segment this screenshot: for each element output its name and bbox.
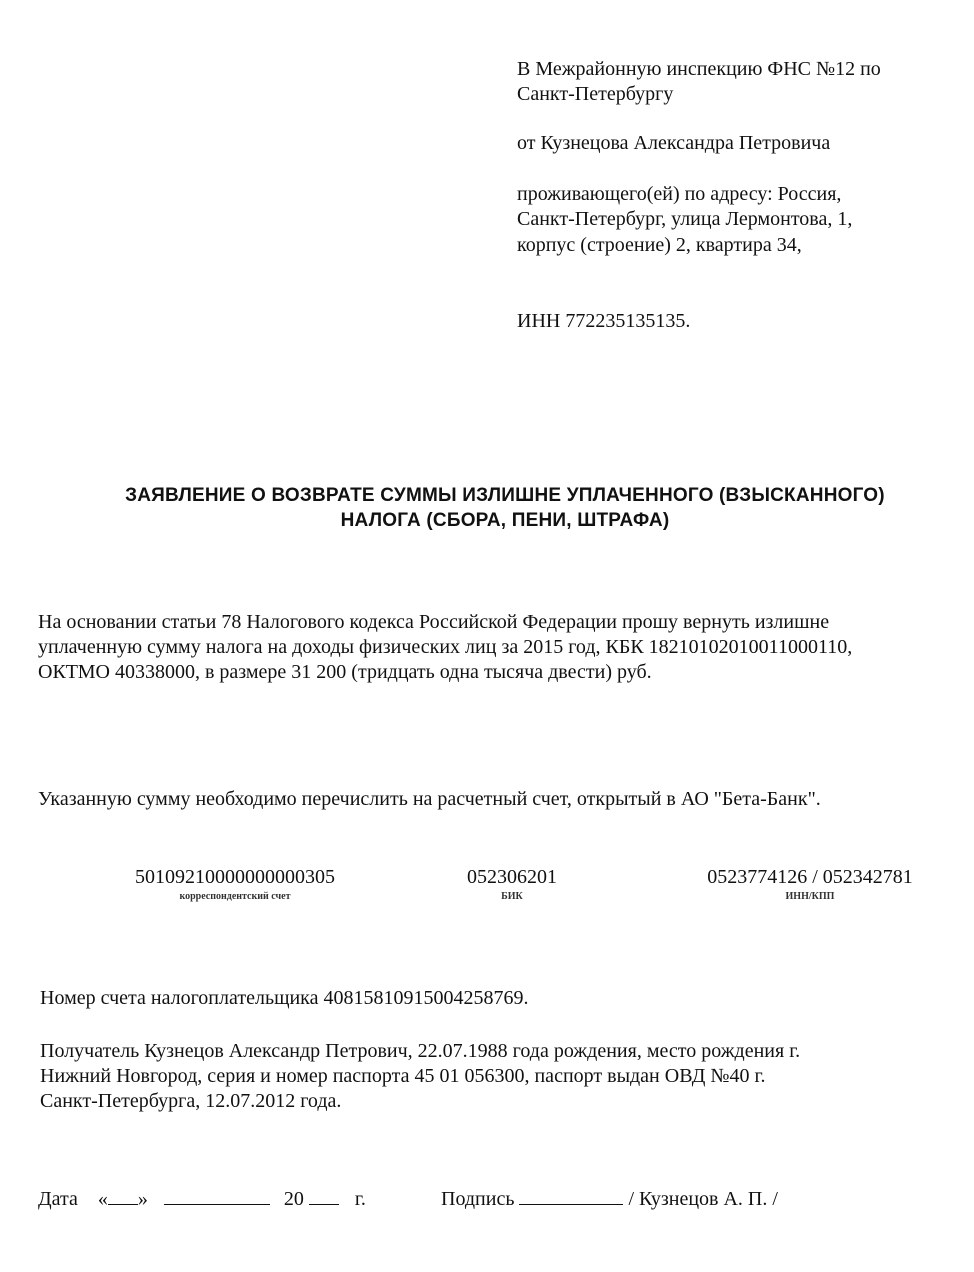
address-line-2: Санкт-Петербург, улица Лермонтова, 1, — [517, 208, 853, 230]
recipient-line-2: Санкт-Петербургу — [517, 83, 674, 105]
inn-kpp-caption: ИНН/КПП — [785, 891, 835, 902]
signature-blank[interactable] — [519, 1186, 623, 1205]
year-blank[interactable] — [309, 1186, 339, 1205]
bik-caption: БИК — [501, 891, 523, 902]
recipient-line-1: В Межрайонную инспекцию ФНС №12 по — [517, 58, 881, 80]
signature-block — [441, 1186, 778, 1211]
transfer-instruction: Указанную сумму необходимо перечислить на расчетный счет, открытый в АО "Бета-Банк". — [38, 788, 821, 810]
year-prefix: 20 — [283, 1188, 304, 1210]
payee-line-2: Нижний Новгород, серия и номер паспорта 45 01 056300, паспорт выдан ОВД №40 г. — [40, 1065, 766, 1087]
document-title-line-2: НАЛОГА (СБОРА, ПЕНИ, ШТРАФА) — [340, 510, 670, 531]
payee-line-1: Получатель Кузнецов Александр Петрович, 22.07.1988 года рождения, место рождения г. — [40, 1040, 801, 1062]
request-line-2: уплаченную сумму налога на доходы физических лиц за 2015 год, КБК 18210102010011000110, — [38, 636, 853, 658]
corr-account-value: 50109210000000000305 — [135, 866, 335, 888]
inn-kpp-value: 0523774126 / 052342781 — [707, 866, 913, 888]
date-block — [38, 1186, 366, 1211]
signature-label: Подпись — [441, 1188, 515, 1210]
year-suffix: г. — [354, 1188, 366, 1210]
bik-value: 052306201 — [467, 866, 557, 888]
document-title-line-1: ЗАЯВЛЕНИЕ О ВОЗВРАТЕ СУММЫ ИЗЛИШНЕ УПЛАЧЕННОГО (ВЗЫСКАННОГО) — [125, 485, 885, 506]
address-line-1: проживающего(ей) по адресу: Россия, — [517, 183, 842, 205]
sender-name: от Кузнецова Александра Петровича — [517, 132, 831, 154]
request-line-3: ОКТМО 40338000, в размере 31 200 (тридцать одна тысяча двести) руб. — [38, 661, 652, 683]
date-quote-open: « — [97, 1188, 108, 1210]
corr-account-caption: корреспондентский счет — [179, 891, 291, 902]
month-blank[interactable] — [164, 1186, 270, 1205]
day-blank[interactable] — [108, 1186, 138, 1205]
payee-line-3: Санкт-Петербурга, 12.07.2012 года. — [40, 1090, 342, 1112]
date-label: Дата — [38, 1188, 78, 1210]
address-line-3: корпус (строение) 2, квартира 34, — [517, 234, 802, 256]
signer-name: / Кузнецов А. П. / — [628, 1188, 778, 1210]
sender-inn: ИНН 772235135135. — [517, 310, 691, 332]
request-line-1: На основании статьи 78 Налогового кодекса Российской Федерации прошу вернуть излишне — [38, 611, 830, 633]
taxpayer-account: Номер счета налогоплательщика 40815810915004258769. — [40, 987, 529, 1009]
date-quote-close: » — [137, 1188, 148, 1210]
